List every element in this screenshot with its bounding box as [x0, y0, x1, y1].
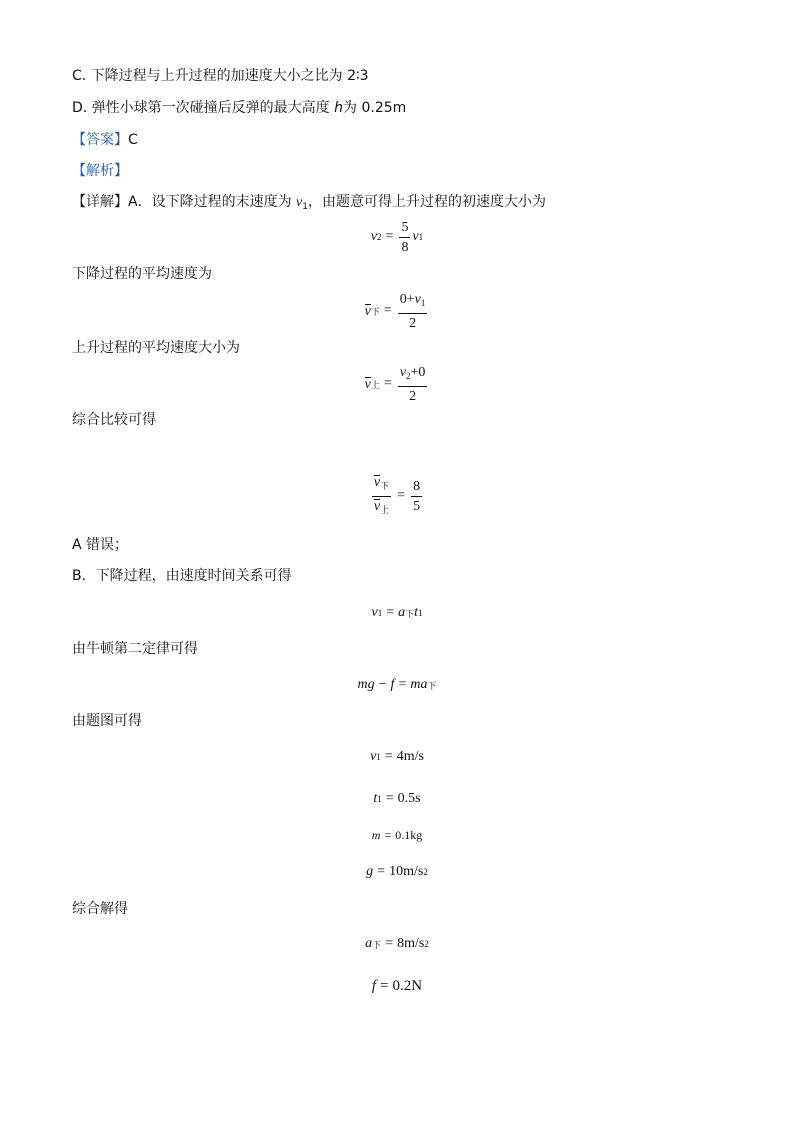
compare-text: 综合比较可得 [72, 412, 156, 428]
eq2-den: 2 [409, 315, 417, 331]
from-graph-text: 由题图可得 [72, 713, 142, 729]
eq2-equals: = [383, 303, 392, 318]
eq3-num-sub: 2 [405, 370, 411, 381]
eq3-num-var: v [399, 364, 406, 380]
a-wrong-line [72, 536, 128, 554]
eq5-lhs-var: v [371, 605, 378, 620]
eq11-value: 8m/s [397, 936, 425, 951]
equation-2 [0, 291, 794, 331]
eq6-f: f [390, 677, 395, 692]
detail-var: v [296, 195, 303, 210]
a-wrong-text: A 错误； [72, 537, 129, 553]
eq12-equals: = [380, 977, 389, 994]
option-d-var: h [334, 100, 344, 116]
solve-text: 综合解得 [72, 901, 128, 917]
b-intro-line [72, 567, 292, 585]
eq2-num-sub: 1 [420, 297, 426, 308]
answer-value: C [128, 132, 138, 148]
eq11-equals: = [385, 936, 394, 951]
eq6-rhs: ma [410, 677, 428, 692]
detail-tail: ，由题意可得上升过程的初速度大小为 [307, 194, 546, 210]
option-d-text: D. 弹性小球第一次碰撞后反弹的最大高度 [72, 100, 330, 116]
eq7-var: v [370, 749, 377, 764]
solve-line [72, 900, 128, 918]
eq4-top-sub: 下 [380, 480, 390, 491]
b-intro-text: B．下降过程，由速度时间关系可得 [72, 568, 292, 584]
eq2-num-var: v [414, 291, 421, 307]
eq3-fraction [398, 365, 428, 404]
eq1-lhs-sub: 2 [377, 232, 382, 242]
eq5-lhs-sub: 1 [377, 608, 383, 618]
equation-8 [0, 788, 794, 810]
eq3-equals: = [383, 376, 392, 391]
eq8-sub: 1 [377, 794, 382, 804]
eq7-value: 4m/s [396, 749, 424, 764]
eq1-equals: = [385, 229, 394, 244]
equation-1 [0, 217, 794, 257]
option-d-tail: 为 0.25m [343, 100, 407, 116]
eq9-value: 0.1kg [395, 827, 423, 842]
detail-line [72, 193, 546, 216]
eq8-equals: = [385, 791, 394, 806]
equation-9 [0, 825, 794, 845]
detail-sub: 1 [302, 202, 308, 212]
option-d [72, 99, 406, 117]
equation-3 [0, 364, 794, 404]
newton-text: 由牛顿第二定律可得 [72, 641, 198, 657]
detail-label: 【详解】 [72, 194, 128, 210]
eq3-num-b: +0 [410, 364, 426, 380]
eq8-var: t [373, 791, 378, 806]
option-c-text: C. 下降过程与上升过程的加速度大小之比为 2∶3 [72, 68, 369, 84]
eq7-equals: = [384, 749, 393, 764]
equation-5 [0, 602, 794, 624]
eq4-velocity-ratio [372, 475, 391, 518]
eq10-equals: = [377, 864, 386, 879]
eq9-equals: = [384, 827, 392, 842]
equation-11 [0, 933, 794, 955]
eq4-top-var: v [373, 474, 381, 490]
eq3-num [398, 365, 428, 387]
eq2-lhs-sub: 下 [370, 306, 380, 317]
eq3-den: 2 [409, 388, 417, 404]
eq5-t-var: t [414, 605, 419, 620]
answer-line [72, 131, 138, 149]
eq6-equals: = [398, 677, 407, 692]
eq1-rhs-sub: 1 [418, 232, 424, 242]
eq1-num: 5 [399, 220, 410, 238]
avg-down-line [72, 265, 212, 283]
eq1-rhs-var: v [412, 229, 419, 244]
eq4-fraction [411, 479, 422, 514]
eq4-den: 5 [413, 498, 421, 514]
eq2-lhs-var: v [364, 304, 371, 319]
avg-down-text: 下降过程的平均速度为 [72, 266, 212, 282]
eq1-den: 8 [401, 239, 409, 255]
analysis-line [72, 162, 128, 180]
eq1-fraction [399, 220, 410, 255]
eq6-minus: − [378, 677, 387, 692]
eq4-bot-var: v [373, 498, 381, 514]
compare-line [72, 411, 156, 429]
eq9-var: m [371, 827, 381, 842]
eq11-sup: 2 [424, 939, 429, 949]
eq11-sub: 下 [372, 939, 382, 950]
eq5-a-var: a [398, 605, 406, 620]
eq10-var: g [366, 864, 374, 879]
eq4-equals: = [397, 488, 406, 503]
eq5-t-sub: 1 [418, 608, 423, 618]
eq4-bot-sub: 上 [380, 504, 390, 515]
eq5-a-sub: 下 [405, 608, 415, 619]
eq5-equals: = [386, 605, 395, 620]
equation-10 [0, 861, 794, 883]
eq10-value: 10m/s [389, 864, 424, 879]
eq3-lhs-var: v [364, 377, 371, 392]
eq8-value: 0.5s [397, 791, 421, 806]
answer-label: 【答案】 [72, 132, 128, 148]
equation-4 [0, 473, 794, 519]
detail-text: A．设下降过程的末速度为 [128, 194, 292, 210]
eq2-num [398, 292, 428, 314]
eq6-rhs-sub: 下 [427, 680, 437, 691]
eq2-num-a: 0+ [399, 291, 415, 307]
equation-7 [0, 746, 794, 768]
eq12-value: 0.2N [392, 977, 423, 994]
eq10-sup: 2 [423, 867, 428, 877]
eq1-lhs-var: v [370, 229, 378, 244]
option-c [72, 67, 369, 85]
newton-line [72, 640, 198, 658]
eq12-var: f [371, 977, 377, 994]
from-graph-line [72, 712, 142, 730]
avg-up-line [72, 339, 240, 357]
eq4-top [372, 475, 391, 497]
eq7-sub: 1 [376, 752, 381, 762]
equation-6 [0, 674, 794, 696]
eq3-lhs-sub: 上 [370, 379, 380, 390]
eq6-lhs: mg [357, 677, 375, 692]
eq2-fraction [398, 292, 428, 331]
eq11-var: a [365, 936, 373, 951]
avg-up-text: 上升过程的平均速度大小为 [72, 340, 240, 356]
eq4-bottom [374, 497, 389, 518]
eq4-num: 8 [411, 479, 422, 497]
analysis-label: 【解析】 [72, 163, 128, 179]
equation-12 [0, 975, 794, 997]
